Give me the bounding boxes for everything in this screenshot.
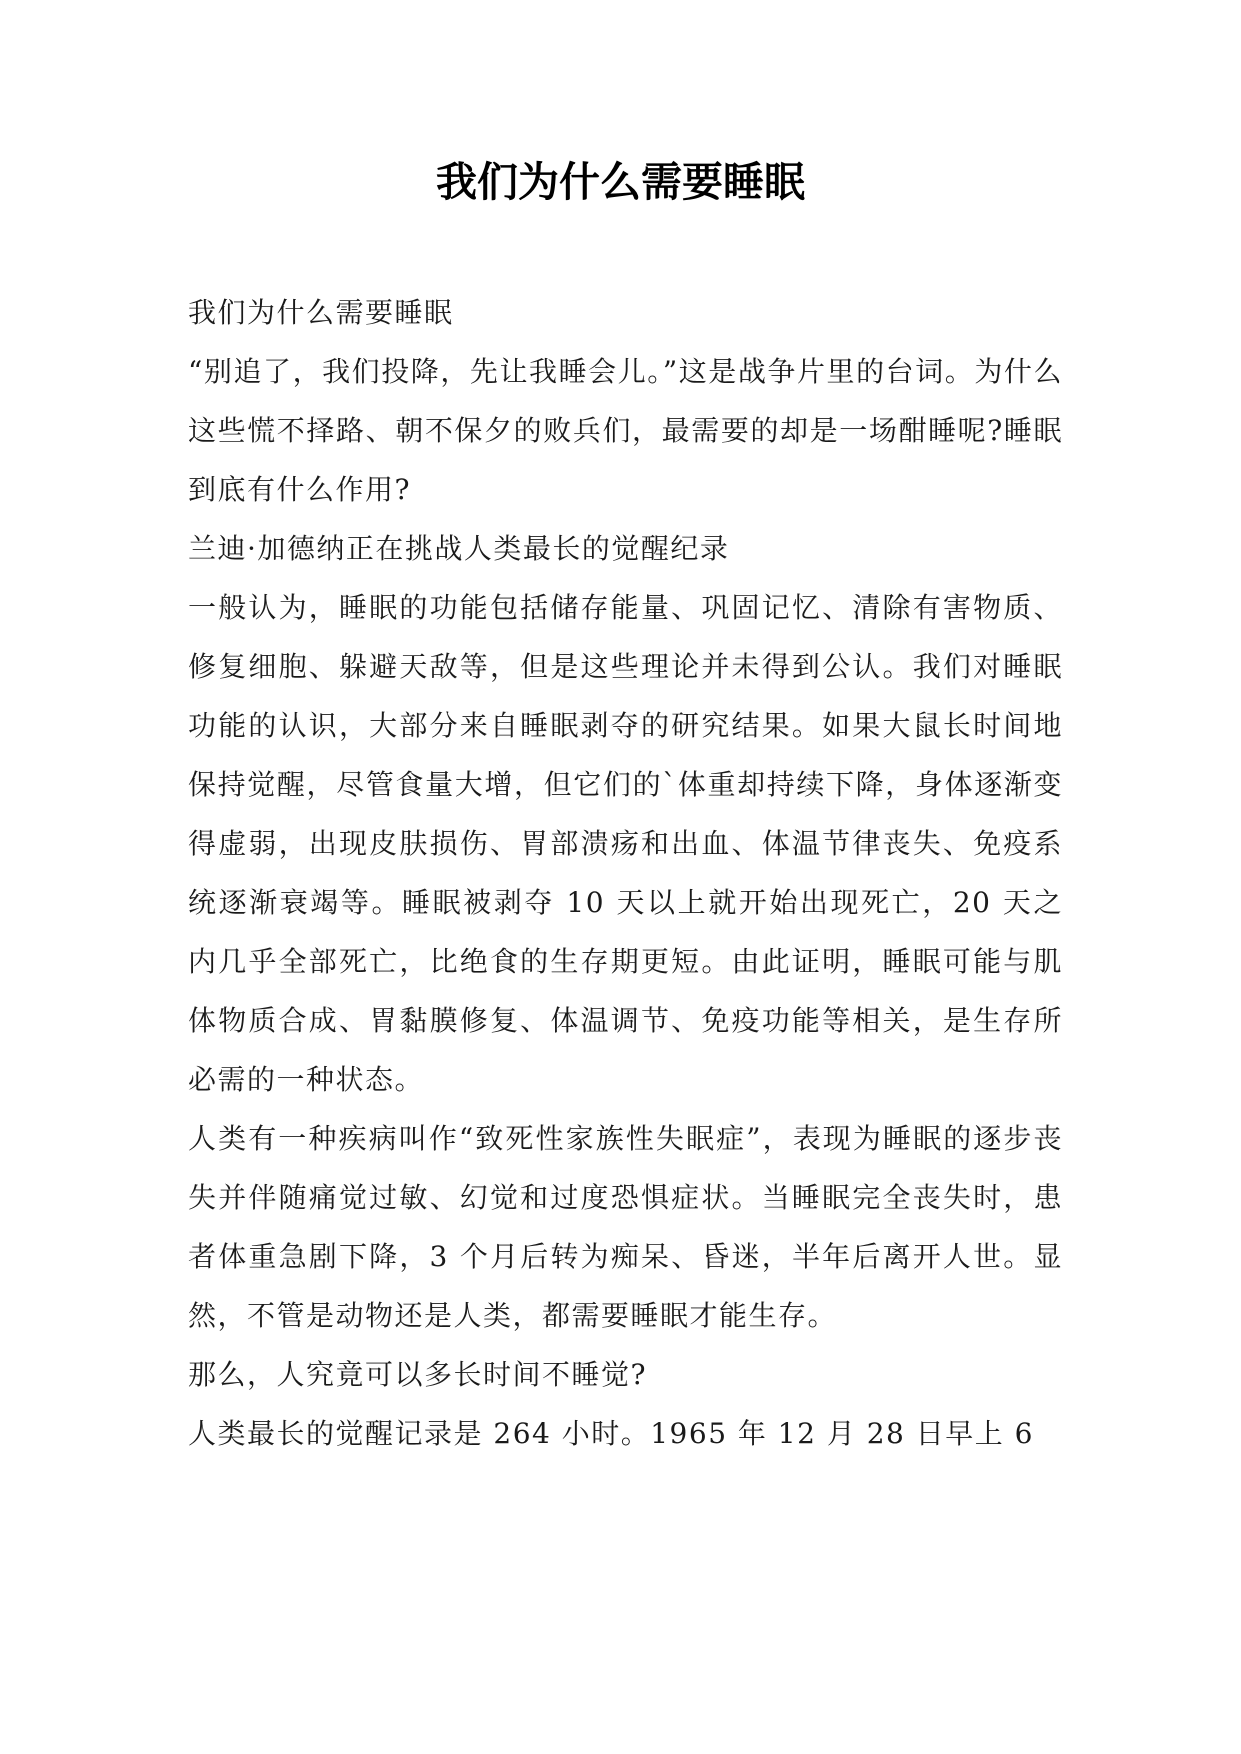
document-title: 我们为什么需要睡眠 [436, 158, 805, 206]
paragraph-intro: “别追了，我们投降，先让我睡会儿。”这是战争片里的台词。为什么这些慌不择路、朝不保夕的败兵们，最需要的却是一场酣睡呢?睡眠到底有什么作用? [188, 355, 1063, 506]
document-body [188, 283, 1063, 1463]
paragraph-subtitle: 我们为什么需要睡眠 [188, 296, 454, 329]
paragraph-sleep-function: 一般认为，睡眠的功能包括储存能量、巩固记忆、清除有害物质、修复细胞、躲避天敌等，但是这些理论并未得到公认。我们对睡眠功能的认识，大部分来自睡眠剥夺的研究结果。如果大鼠长时间地保持觉醒，尽管食量大增，但它们的`体重却持续下降，身体逐渐变得虚弱，出现皮肤损伤、胃部溃疡和出血、体温节律丧失、免疫系统逐渐衰竭等。睡眠被剥夺 10 天以上就开始出现死亡，20 天之内几乎全部死亡，比绝食的生存期更短。由此证明，睡眠可能与肌体物质合成、胃黏膜修复、体温调节、免疫功能等相关，是生存所必需的一种状态。 [188, 591, 1063, 1096]
paragraph-question: 那么，人究竟可以多长时间不睡觉? [188, 1358, 648, 1391]
paragraph-caption: 兰迪·加德纳正在挑战人类最长的觉醒纪录 [188, 532, 730, 565]
paragraph-record: 人类最长的觉醒记录是 264 小时。1965 年 12 月 28 日早上 6 [188, 1417, 1034, 1450]
paragraph-fatal-insomnia: 人类有一种疾病叫作“致死性家族性失眠症”，表现为睡眠的逐步丧失并伴随痛觉过敏、幻觉和过度恐惧症状。当睡眠完全丧失时，患者体重急剧下降，3 个月后转为痴呆、昏迷，半年后离开人世。显然，不管是动物还是人类，都需要睡眠才能生存。 [188, 1122, 1063, 1332]
